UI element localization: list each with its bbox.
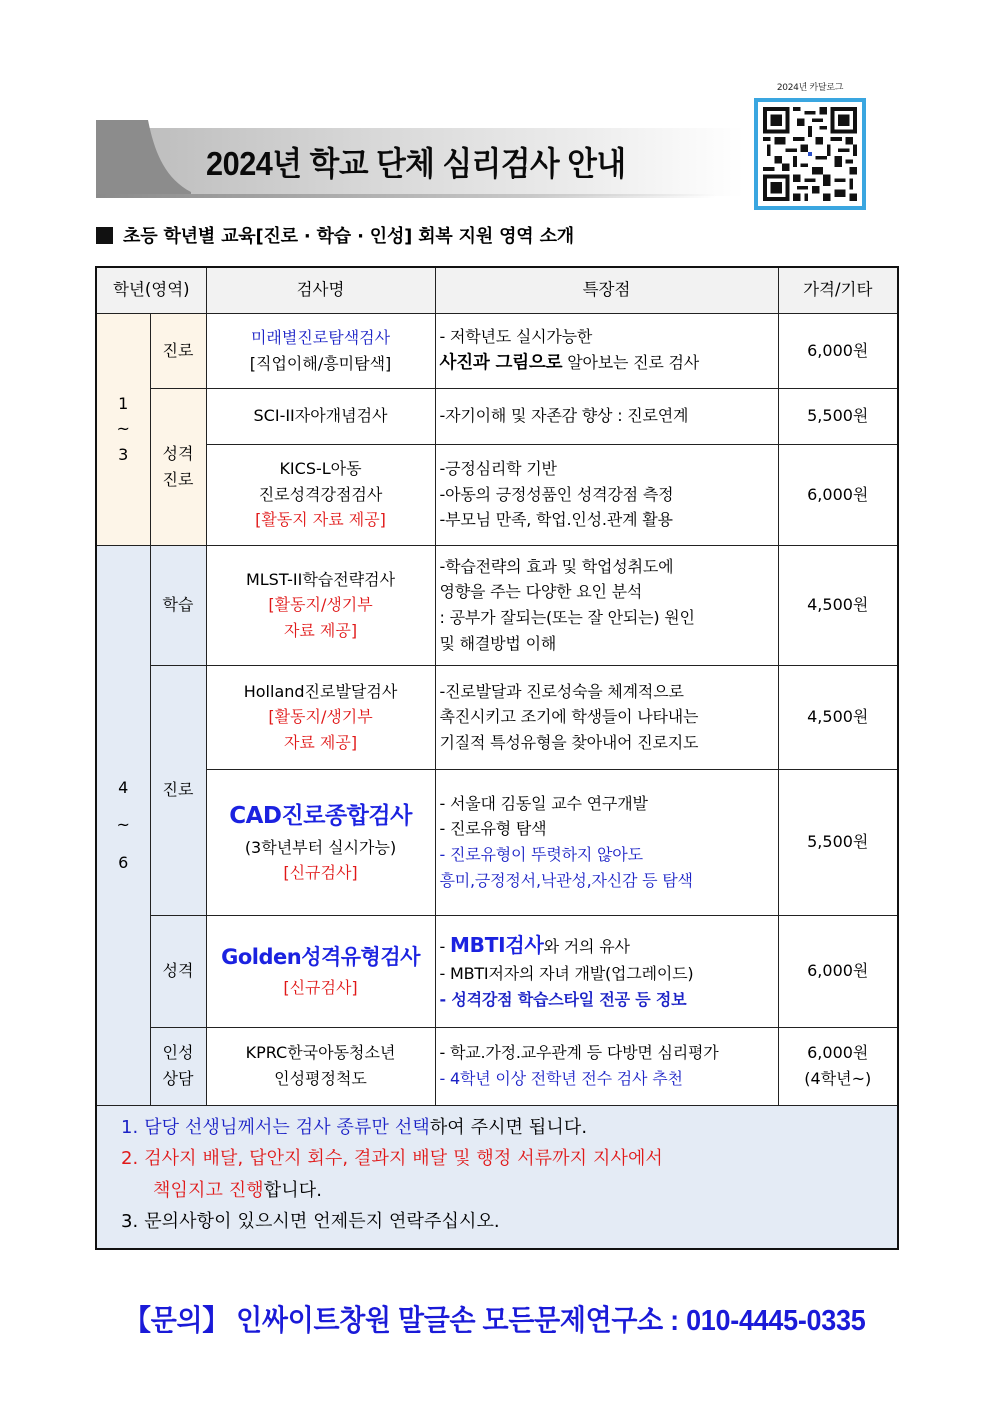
price-cell: 4,500원 <box>778 665 898 769</box>
area-line: 상담 <box>162 1069 194 1088</box>
grade-start: 4 <box>118 777 129 797</box>
price-cell: 5,500원 <box>778 769 898 915</box>
table-row <box>96 313 898 388</box>
feature-emphasis: 사진과 그림으로 <box>439 353 563 374</box>
price-cell: 6,000원 <box>778 313 898 388</box>
feature-line: - 성격강점 학습스타일 전공 등 정보 <box>439 990 687 1009</box>
contact-info: 【문의】 인싸이트창원 말글손 모든문제연구소 : 010-4445-0335 <box>124 1305 866 1337</box>
activity-sheet-note: 자료 제공] <box>283 732 358 752</box>
feature-text: 와 거의 유사 <box>543 937 630 957</box>
test-name-cell <box>206 313 435 388</box>
test-name: CAD진로종합검사 <box>229 803 412 829</box>
feature-line: - 저학년도 실시가능한 <box>439 326 593 346</box>
notes-row <box>96 1105 898 1249</box>
price-note: (4학년~) <box>804 1069 872 1088</box>
notes-cell <box>96 1105 898 1249</box>
feature-line: -긍정심리학 기반 <box>439 459 557 479</box>
header-features: 특장점 <box>435 267 778 313</box>
features-cell <box>435 545 778 665</box>
table-row <box>96 388 898 444</box>
price-cell <box>778 1027 898 1105</box>
page-title: 2024년 학교 단체 심리검사 안내 <box>206 145 626 182</box>
feature-line: - 학교.가정.교우관계 등 다방면 심리평가 <box>439 1043 719 1063</box>
activity-sheet-note: [활동지/생기부 <box>268 707 373 727</box>
grade-end: 3 <box>118 444 129 464</box>
feature-line: 기질적 특성유형을 찾아내어 진로지도 <box>439 732 699 752</box>
grade-cell-4-6 <box>96 545 150 1105</box>
feature-line: 흥미,긍정정서,낙관성,자신감 등 탐색 <box>439 870 693 890</box>
test-name: KPRC한국아동청소년 <box>245 1043 396 1063</box>
test-name: MLST-II학습전략검사 <box>245 569 396 589</box>
note-2-emphasis: 책임지고 진행 <box>153 1179 264 1201</box>
test-name: 미래별진로탐색검사 <box>250 327 391 347</box>
table-header-row <box>96 267 898 313</box>
area-cell <box>150 1027 206 1105</box>
table-row <box>96 444 898 545</box>
feature-line: - 4학년 이상 전학년 전수 검사 추천 <box>439 1069 683 1088</box>
feature-line: - 진로유형 탐색 <box>439 819 547 839</box>
test-subtitle: [직업이해/흥미탐색] <box>249 353 392 373</box>
features-cell <box>435 1027 778 1105</box>
activity-sheet-note: 자료 제공] <box>283 620 358 640</box>
test-name-cell <box>206 1027 435 1105</box>
activity-sheet-note: [활동지/생기부 <box>268 595 373 615</box>
area-cell: 학습 <box>150 545 206 665</box>
area-cell: 성격 <box>150 915 206 1027</box>
note-2-cont <box>121 1175 877 1207</box>
grade-end: 6 <box>118 852 129 872</box>
test-subtitle: (3학년부터 실시가능) <box>244 837 397 857</box>
grade-cell-1-3 <box>96 313 150 545</box>
test-name-cell <box>206 915 435 1027</box>
price-cell: 4,500원 <box>778 545 898 665</box>
feature-line <box>440 929 778 961</box>
test-name: 진로성격강점검사 <box>258 484 383 504</box>
section-heading <box>96 222 574 248</box>
feature-line: - 진로유형이 뚜렷하지 않아도 <box>439 845 643 864</box>
price-cell: 6,000원 <box>778 444 898 545</box>
grade-tilde: ~ <box>116 815 130 835</box>
price-value: 6,000원 <box>807 1043 869 1063</box>
feature-line: -부모님 만족, 학업.인성.관계 활용 <box>439 510 673 530</box>
new-test-badge: [신규검사] <box>283 978 358 997</box>
table-row <box>96 769 898 915</box>
feature-emphasis: MBTI검사 <box>449 933 544 958</box>
test-name-cell <box>206 545 435 665</box>
price-cell: 5,500원 <box>778 388 898 444</box>
area-cell: 진로 <box>150 665 206 915</box>
table-row <box>96 665 898 769</box>
feature-line: - MBTI저자의 자녀 개발(업그레이드) <box>439 964 694 984</box>
features-cell: -자기이해 및 자존감 향상 : 진로연계 <box>435 388 778 444</box>
test-name: 인성평정척도 <box>274 1069 367 1088</box>
feature-line: -진로발달과 진로성숙을 체계적으로 <box>439 681 684 701</box>
section-heading-text: 초등 학년별 교육[진로 · 학습 · 인성] 회복 지원 영역 소개 <box>123 226 574 247</box>
grade-start: 1 <box>118 393 129 413</box>
test-table <box>95 266 899 1250</box>
feature-dash: - <box>439 937 450 957</box>
price-cell: 6,000원 <box>778 915 898 1027</box>
test-name-cell <box>206 665 435 769</box>
features-cell <box>435 769 778 915</box>
feature-line: - 서울대 김동일 교수 연구개발 <box>439 793 648 813</box>
header-grade-area: 학년(영역) <box>96 267 206 313</box>
area-line: 인성 <box>162 1043 194 1063</box>
new-test-badge: [신규검사] <box>283 863 358 883</box>
test-name-cell <box>206 769 435 915</box>
feature-line: -학습전략의 효과 및 학업성취도에 <box>439 556 674 576</box>
area-cell <box>150 388 206 545</box>
feature-line: -아동의 긍정성품인 성격강점 측정 <box>439 484 674 504</box>
banner-shadow <box>96 194 716 198</box>
test-name: Holland진로발달검사 <box>243 681 398 701</box>
note-3: 3. 문의사항이 있으시면 언제든지 연락주십시오. <box>121 1211 500 1232</box>
features-cell <box>435 665 778 769</box>
feature-line: 영향을 주는 다양한 요인 분석 <box>439 582 643 602</box>
black-square-icon <box>96 227 113 244</box>
activity-sheet-note: [활동지 자료 제공] <box>255 510 386 530</box>
note-1-text: 하여 주시면 됩니다. <box>429 1116 588 1138</box>
note-2-text: 합니다. <box>263 1179 323 1201</box>
area-line: 성격 <box>162 443 194 463</box>
feature-line: 촉진시키고 조기에 학생들이 나타내는 <box>439 707 699 727</box>
header-price: 가격/기타 <box>778 267 898 313</box>
table-row <box>96 1027 898 1105</box>
note-2: 2. 검사지 배달, 답안지 회수, 결과지 배달 및 행정 서류까지 지사에서 <box>121 1148 663 1169</box>
table-row <box>96 545 898 665</box>
test-name: KICS-L아동 <box>279 459 362 479</box>
test-name: Golden성격유형검사 <box>221 945 420 970</box>
header-test-name: 검사명 <box>206 267 435 313</box>
feature-text: 알아보는 진로 검사 <box>562 353 700 373</box>
qr-code-icon[interactable] <box>754 98 866 210</box>
features-cell <box>435 444 778 545</box>
title-banner <box>96 120 744 196</box>
feature-line: 및 해결방법 이해 <box>439 633 557 653</box>
test-name-cell <box>206 444 435 545</box>
test-name-cell: SCI-II자아개념검사 <box>206 388 435 444</box>
area-line: 진로 <box>162 469 194 489</box>
grade-tilde: ~ <box>116 419 130 439</box>
features-cell <box>435 313 778 388</box>
qr-caption: 2024년 카달로그 <box>776 83 844 93</box>
feature-line <box>440 349 778 377</box>
note-1 <box>121 1112 877 1144</box>
features-cell <box>435 915 778 1027</box>
area-cell: 진로 <box>150 313 206 388</box>
table-row <box>96 915 898 1027</box>
note-1-emphasis: 1. 담당 선생님께서는 검사 종류만 선택 <box>121 1116 430 1138</box>
qr-block <box>754 80 866 210</box>
feature-line: : 공부가 잘되는(또는 잘 안되는) 원인 <box>439 608 695 627</box>
